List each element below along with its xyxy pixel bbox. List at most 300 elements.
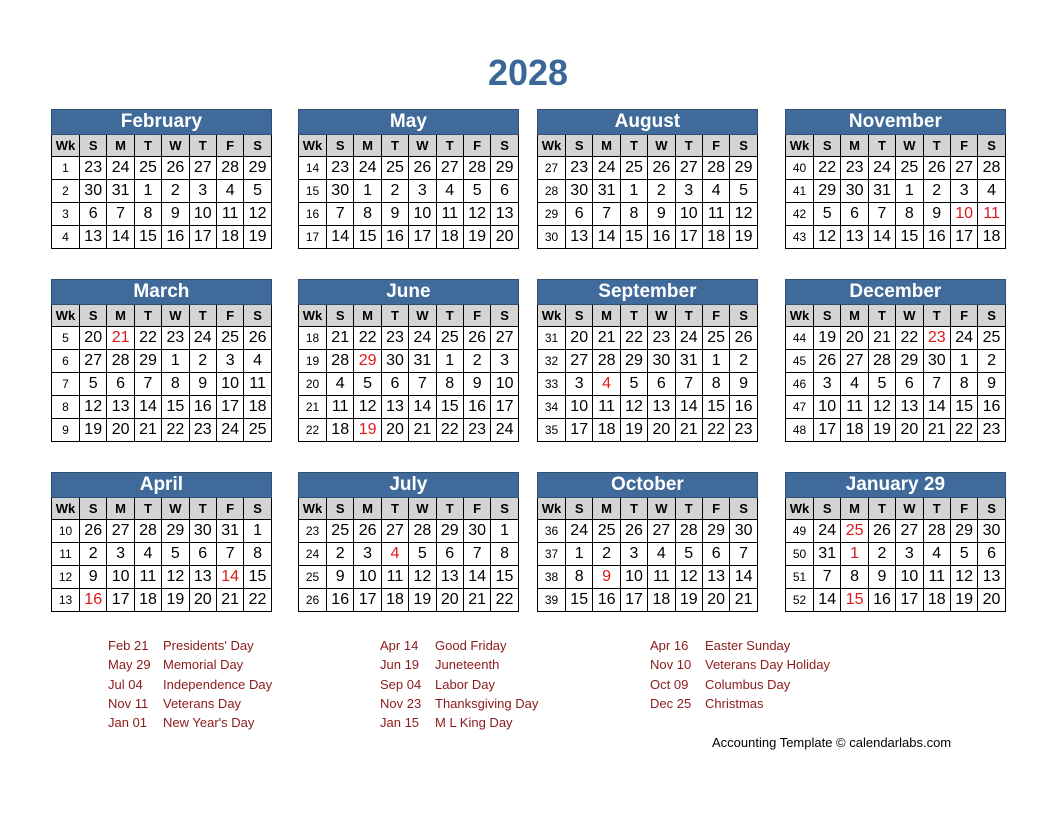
week-number-header: Wk [299, 305, 327, 327]
day-cell: 5 [354, 373, 381, 396]
day-cell: 7 [409, 373, 436, 396]
day-cell: 16 [162, 226, 189, 249]
day-cell: 14 [814, 589, 841, 612]
day-cell: 28 [702, 157, 729, 180]
weekday-header: T [675, 305, 702, 327]
day-cell: 7 [675, 373, 702, 396]
weekday-header: M [107, 135, 134, 157]
day-cell: 18 [841, 419, 868, 442]
week-row [299, 543, 519, 566]
week-number-header: Wk [52, 498, 80, 520]
day-cell: 8 [354, 203, 381, 226]
week-row [786, 350, 1006, 373]
day-cell: 8 [950, 373, 977, 396]
week-number: 47 [786, 396, 814, 419]
holiday-name: Thanksgiving Day [435, 695, 539, 711]
day-cell: 10 [814, 396, 841, 419]
week-row [538, 566, 758, 589]
day-cell: 1 [491, 520, 518, 543]
day-cell: 14 [107, 226, 134, 249]
day-cell: 26 [354, 520, 381, 543]
week-number: 43 [786, 226, 814, 249]
day-cell: 21 [675, 419, 702, 442]
day-cell: 3 [189, 180, 216, 203]
holiday-item [108, 638, 272, 657]
day-cell: 26 [730, 327, 757, 350]
day-cell: 6 [381, 373, 408, 396]
holiday-date: Nov 10 [650, 657, 692, 673]
day-cell: 6 [702, 543, 729, 566]
day-cell: 13 [896, 396, 923, 419]
weekday-header: W [409, 305, 436, 327]
day-cell: 28 [107, 350, 134, 373]
weekday-header: F [702, 498, 729, 520]
day-cell: 15 [436, 396, 463, 419]
week-number: 10 [52, 520, 80, 543]
day-cell: 24 [216, 419, 243, 442]
day-cell: 3 [216, 350, 243, 373]
month-11 [785, 472, 1006, 612]
day-cell: 24 [354, 157, 381, 180]
day-cell: 17 [566, 419, 593, 442]
day-cell: 28 [327, 350, 354, 373]
week-row [52, 327, 272, 350]
holiday-date: Nov 11 [108, 695, 149, 711]
day-cell: 18 [978, 226, 1005, 249]
day-cell: 19 [463, 226, 490, 249]
month-title: April [52, 473, 272, 498]
day-cell: 19 [409, 589, 436, 612]
day-cell: 9 [327, 566, 354, 589]
day-cell: 29 [244, 157, 271, 180]
weekday-header: S [978, 135, 1005, 157]
day-cell: 29 [491, 157, 518, 180]
week-row [538, 396, 758, 419]
day-cell: 26 [80, 520, 107, 543]
day-cell: 11 [216, 203, 243, 226]
holiday-name: Labor Day [435, 676, 495, 692]
day-cell: 12 [868, 396, 895, 419]
day-cell: 22 [436, 419, 463, 442]
day-cell: 23 [463, 419, 490, 442]
day-cell: 16 [593, 589, 620, 612]
weekday-header: T [381, 498, 408, 520]
day-cell: 3 [107, 543, 134, 566]
day-cell: 27 [80, 350, 107, 373]
holiday-day-cell: 11 [978, 203, 1005, 226]
day-cell: 21 [409, 419, 436, 442]
holiday-date: Oct 09 [650, 676, 689, 692]
holiday-day-cell: 15 [841, 589, 868, 612]
holiday-name: Presidents' Day [163, 638, 254, 653]
day-cell: 20 [841, 327, 868, 350]
day-cell: 1 [244, 520, 271, 543]
week-number: 23 [299, 520, 327, 543]
day-cell: 23 [841, 157, 868, 180]
day-cell: 15 [566, 589, 593, 612]
weekday-header: S [491, 305, 519, 327]
day-cell: 17 [950, 226, 977, 249]
weekday-header: W [162, 135, 189, 157]
day-cell: 31 [814, 543, 841, 566]
day-cell: 31 [409, 350, 436, 373]
day-cell: 12 [730, 203, 757, 226]
day-cell: 20 [978, 589, 1005, 612]
week-number: 4 [52, 226, 80, 249]
day-cell: 20 [896, 419, 923, 442]
week-number: 28 [538, 180, 566, 203]
day-cell: 7 [593, 203, 620, 226]
day-cell: 10 [189, 203, 216, 226]
day-cell: 13 [491, 203, 518, 226]
month-title: July [299, 473, 519, 498]
day-cell: 14 [327, 226, 354, 249]
day-cell: 24 [950, 327, 977, 350]
day-cell: 7 [814, 566, 841, 589]
week-number: 45 [786, 350, 814, 373]
day-cell: 17 [620, 589, 647, 612]
week-number: 33 [538, 373, 566, 396]
week-row [299, 203, 519, 226]
month-title: December [786, 280, 1006, 305]
day-cell: 21 [730, 589, 758, 612]
day-cell: 9 [80, 566, 107, 589]
weekday-header: F [950, 135, 977, 157]
day-cell: 10 [491, 373, 519, 396]
day-cell: 6 [80, 203, 107, 226]
week-number: 11 [52, 543, 80, 566]
day-cell: 18 [648, 589, 675, 612]
month-title: August [538, 110, 758, 135]
weekday-header: W [896, 135, 923, 157]
week-row [299, 226, 519, 249]
day-cell: 30 [648, 350, 675, 373]
day-cell: 27 [648, 520, 675, 543]
holiday-name: Columbus Day [705, 676, 791, 692]
day-cell: 20 [491, 226, 518, 249]
holiday-name: Easter Sunday [705, 638, 791, 653]
holiday-date: Sep 04 [380, 676, 422, 692]
day-cell: 19 [620, 419, 647, 442]
day-cell: 4 [648, 543, 675, 566]
weekday-header: T [620, 498, 647, 520]
week-number: 19 [299, 350, 327, 373]
day-cell: 27 [896, 520, 923, 543]
day-cell: 8 [702, 373, 729, 396]
day-cell: 22 [814, 157, 841, 180]
day-cell: 29 [730, 157, 757, 180]
holiday-item [650, 657, 830, 676]
day-cell: 5 [162, 543, 189, 566]
day-cell: 13 [648, 396, 675, 419]
day-cell: 17 [216, 396, 243, 419]
holiday-name: Independence Day [163, 676, 273, 692]
day-cell: 18 [436, 226, 463, 249]
day-cell: 11 [702, 203, 729, 226]
week-row [52, 226, 272, 249]
day-cell: 12 [675, 566, 702, 589]
day-cell: 16 [978, 396, 1005, 419]
day-cell: 13 [107, 396, 134, 419]
day-cell: 7 [216, 543, 243, 566]
day-cell: 17 [354, 589, 381, 612]
day-cell: 2 [923, 180, 950, 203]
day-cell: 8 [566, 566, 593, 589]
day-cell: 18 [923, 589, 950, 612]
weekday-header: S [814, 498, 841, 520]
day-cell: 27 [381, 520, 408, 543]
week-row [786, 180, 1006, 203]
week-number: 27 [538, 157, 566, 180]
day-cell: 5 [730, 180, 757, 203]
day-cell: 1 [436, 350, 463, 373]
weekday-header: S [491, 498, 518, 520]
week-number: 15 [299, 180, 327, 203]
month-10 [537, 472, 758, 612]
weekday-header: S [244, 305, 271, 327]
day-cell: 12 [463, 203, 490, 226]
holiday-date: Apr 14 [380, 638, 419, 653]
week-number: 6 [52, 350, 80, 373]
weekday-header: S [730, 305, 757, 327]
day-cell: 11 [381, 566, 408, 589]
weekday-header: S [978, 498, 1005, 520]
day-cell: 8 [162, 373, 189, 396]
weekday-header: T [381, 305, 408, 327]
weekday-header: T [436, 305, 463, 327]
week-number-header: Wk [538, 135, 566, 157]
day-cell: 27 [107, 520, 134, 543]
day-cell: 17 [814, 419, 841, 442]
holiday-day-cell: 14 [216, 566, 243, 589]
weekday-header: M [593, 135, 620, 157]
day-cell: 20 [702, 589, 729, 612]
day-cell: 22 [620, 327, 647, 350]
day-cell: 25 [702, 327, 729, 350]
week-number: 41 [786, 180, 814, 203]
day-cell: 11 [923, 566, 950, 589]
weekday-header: F [463, 305, 490, 327]
day-cell: 24 [675, 327, 702, 350]
day-cell: 14 [409, 396, 436, 419]
day-cell: 6 [648, 373, 675, 396]
day-cell: 1 [620, 180, 647, 203]
day-cell: 23 [327, 157, 354, 180]
day-cell: 1 [566, 543, 593, 566]
day-cell: 28 [134, 520, 161, 543]
day-cell: 25 [436, 327, 463, 350]
day-cell: 27 [841, 350, 868, 373]
day-cell: 24 [107, 157, 134, 180]
day-cell: 28 [593, 350, 620, 373]
day-cell: 21 [216, 589, 243, 612]
weekday-header: M [841, 135, 868, 157]
day-cell: 24 [409, 327, 436, 350]
week-row [786, 419, 1006, 442]
day-cell: 5 [463, 180, 490, 203]
day-cell: 19 [80, 419, 107, 442]
day-cell: 11 [327, 396, 354, 419]
day-cell: 13 [381, 396, 408, 419]
month-0 [51, 109, 272, 249]
day-cell: 21 [463, 589, 490, 612]
day-cell: 22 [354, 327, 381, 350]
week-row [299, 589, 519, 612]
week-number: 7 [52, 373, 80, 396]
day-cell: 26 [814, 350, 841, 373]
weekday-header: M [841, 498, 868, 520]
day-cell: 23 [978, 419, 1005, 442]
day-cell: 16 [730, 396, 757, 419]
week-row [538, 589, 758, 612]
day-cell: 5 [620, 373, 647, 396]
weekday-header: W [409, 135, 436, 157]
week-number: 49 [786, 520, 814, 543]
day-cell: 19 [814, 327, 841, 350]
day-cell: 8 [134, 203, 161, 226]
week-number: 50 [786, 543, 814, 566]
month-5 [298, 279, 519, 442]
weekday-header: T [189, 135, 216, 157]
weekday-header: S [244, 135, 271, 157]
holiday-day-cell: 19 [354, 419, 381, 442]
weekday-header: W [162, 305, 189, 327]
day-cell: 5 [244, 180, 271, 203]
week-row [538, 520, 758, 543]
day-cell: 20 [648, 419, 675, 442]
day-cell: 3 [950, 180, 977, 203]
day-cell: 20 [566, 327, 593, 350]
day-cell: 17 [675, 226, 702, 249]
weekday-header: T [620, 135, 647, 157]
day-cell: 12 [162, 566, 189, 589]
week-number: 26 [299, 589, 327, 612]
day-cell: 15 [244, 566, 271, 589]
day-cell: 10 [107, 566, 134, 589]
day-cell: 26 [648, 157, 675, 180]
week-number: 12 [52, 566, 80, 589]
day-cell: 10 [354, 566, 381, 589]
day-cell: 15 [702, 396, 729, 419]
day-cell: 19 [162, 589, 189, 612]
day-cell: 7 [134, 373, 161, 396]
week-number: 18 [299, 327, 327, 350]
weekday-header: S [814, 305, 841, 327]
weekday-header: F [950, 498, 977, 520]
weekday-header: S [730, 135, 757, 157]
week-row [299, 419, 519, 442]
weekday-header: M [354, 135, 381, 157]
week-row [52, 350, 272, 373]
day-cell: 30 [978, 520, 1005, 543]
day-cell: 15 [134, 226, 161, 249]
day-cell: 23 [80, 157, 107, 180]
day-cell: 23 [730, 419, 757, 442]
week-number: 25 [299, 566, 327, 589]
day-cell: 23 [189, 419, 216, 442]
week-row [538, 226, 758, 249]
weekday-header: T [868, 135, 895, 157]
holiday-day-cell: 29 [354, 350, 381, 373]
day-cell: 13 [702, 566, 729, 589]
day-cell: 30 [463, 520, 490, 543]
holiday-day-cell: 21 [107, 327, 134, 350]
day-cell: 20 [381, 419, 408, 442]
day-cell: 6 [566, 203, 593, 226]
weekday-header: T [923, 305, 950, 327]
weekday-header: M [593, 305, 620, 327]
holiday-day-cell: 23 [923, 327, 950, 350]
day-cell: 9 [463, 373, 490, 396]
day-cell: 18 [244, 396, 271, 419]
weekday-header: T [923, 498, 950, 520]
day-cell: 17 [896, 589, 923, 612]
weekday-header: W [648, 135, 675, 157]
day-cell: 14 [134, 396, 161, 419]
day-cell: 2 [381, 180, 408, 203]
day-cell: 21 [327, 327, 354, 350]
day-cell: 26 [463, 327, 490, 350]
week-row [299, 157, 519, 180]
week-number-header: Wk [52, 305, 80, 327]
day-cell: 21 [868, 327, 895, 350]
day-cell: 12 [354, 396, 381, 419]
day-cell: 15 [896, 226, 923, 249]
day-cell: 15 [950, 396, 977, 419]
day-cell: 30 [730, 520, 758, 543]
day-cell: 19 [730, 226, 757, 249]
day-cell: 17 [189, 226, 216, 249]
week-number: 39 [538, 589, 566, 612]
week-number: 35 [538, 419, 566, 442]
holiday-item [650, 677, 830, 696]
week-row [52, 520, 272, 543]
weekday-header: F [463, 498, 490, 520]
day-cell: 30 [381, 350, 408, 373]
day-cell: 29 [436, 520, 463, 543]
week-row [786, 373, 1006, 396]
day-cell: 10 [409, 203, 436, 226]
holiday-date: Nov 23 [380, 695, 422, 711]
day-cell: 27 [950, 157, 977, 180]
day-cell: 5 [814, 203, 841, 226]
day-cell: 8 [841, 566, 868, 589]
day-cell: 4 [216, 180, 243, 203]
week-row [299, 350, 519, 373]
day-cell: 28 [675, 520, 702, 543]
weekday-header: S [491, 135, 518, 157]
day-cell: 22 [491, 589, 518, 612]
day-cell: 28 [978, 157, 1005, 180]
week-number: 46 [786, 373, 814, 396]
day-cell: 15 [162, 396, 189, 419]
week-row [52, 180, 272, 203]
day-cell: 10 [566, 396, 593, 419]
month-title: October [538, 473, 758, 498]
weekday-header: F [216, 135, 243, 157]
holiday-name: Christmas [705, 695, 764, 711]
day-cell: 1 [896, 180, 923, 203]
week-row [299, 180, 519, 203]
week-row [786, 543, 1006, 566]
holiday-item [108, 696, 272, 715]
weekday-header: S [327, 305, 354, 327]
day-cell: 8 [436, 373, 463, 396]
holiday-day-cell: 10 [950, 203, 977, 226]
week-row [538, 419, 758, 442]
week-number: 42 [786, 203, 814, 226]
week-number: 37 [538, 543, 566, 566]
